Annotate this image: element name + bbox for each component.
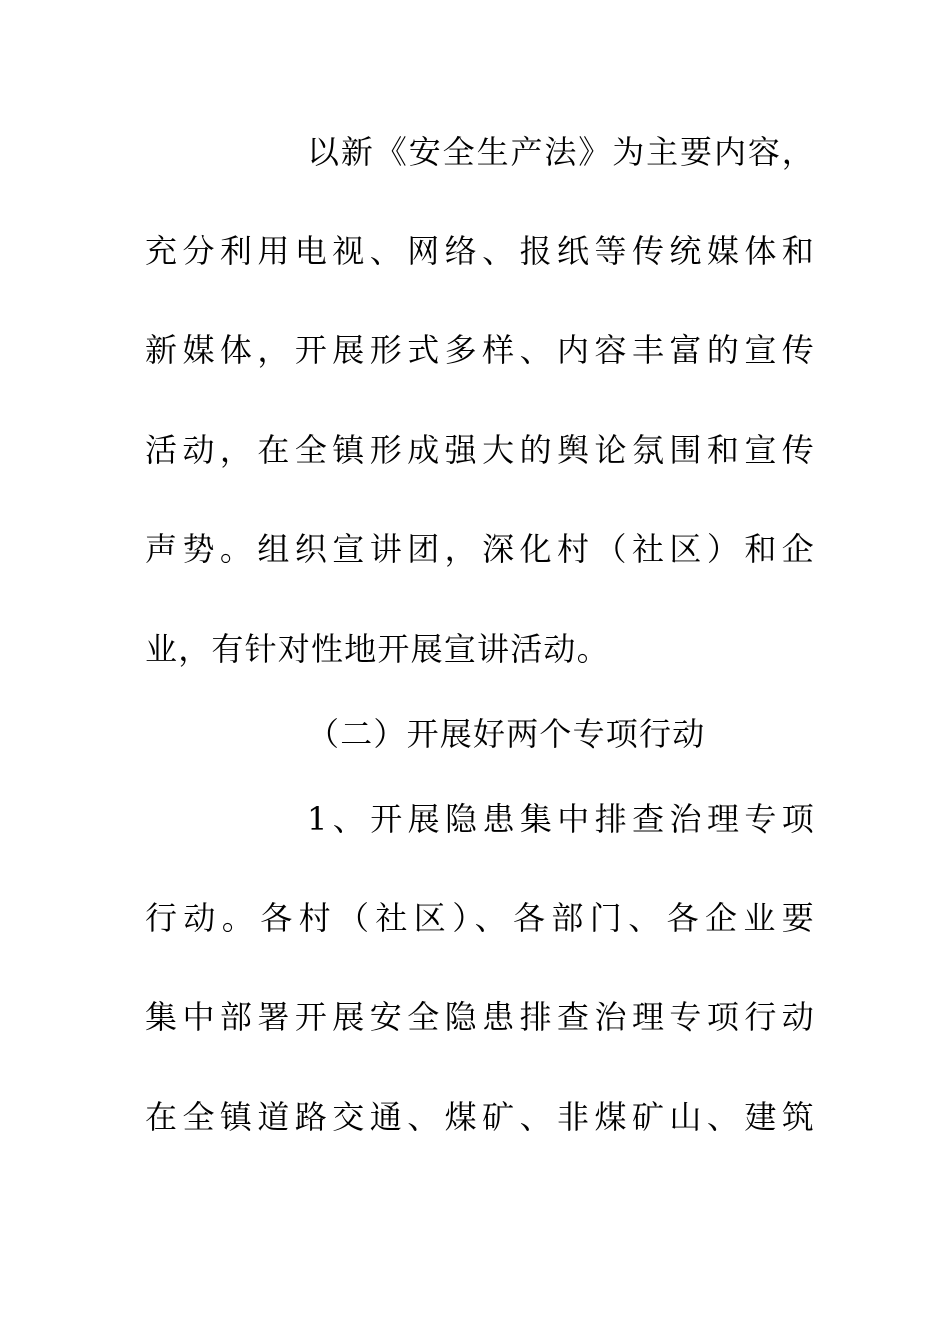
- paragraph-line-10: 在全镇道路交通、煤矿、非煤矿山、建筑: [145, 1098, 815, 1136]
- paragraph-line-9: 集中部署开展安全隐患排查治理专项行动: [145, 998, 815, 1036]
- paragraph-line-4: 活动，在全镇形成强大的舆论氛围和宣传: [145, 431, 815, 469]
- paragraph-line-5: 声势。组织宣讲团，深化村（社区）和企: [145, 530, 815, 568]
- section-heading: （二）开展好两个专项行动: [307, 715, 706, 753]
- paragraph-line-8: 行动。各村（社区）、各部门、各企业要: [145, 899, 815, 937]
- paragraph-line-1: 以新《安全生产法》为主要内容，: [307, 133, 815, 171]
- paragraph-line-2: 充分利用电视、网络、报纸等传统媒体和: [145, 232, 815, 270]
- paragraph-line-7: 1、开展隐患集中排查治理专项: [307, 800, 815, 838]
- paragraph-line-3: 新媒体，开展形式多样、内容丰富的宣传: [145, 331, 815, 369]
- paragraph-line-6: 业，有针对性地开展宣讲活动。: [145, 630, 610, 668]
